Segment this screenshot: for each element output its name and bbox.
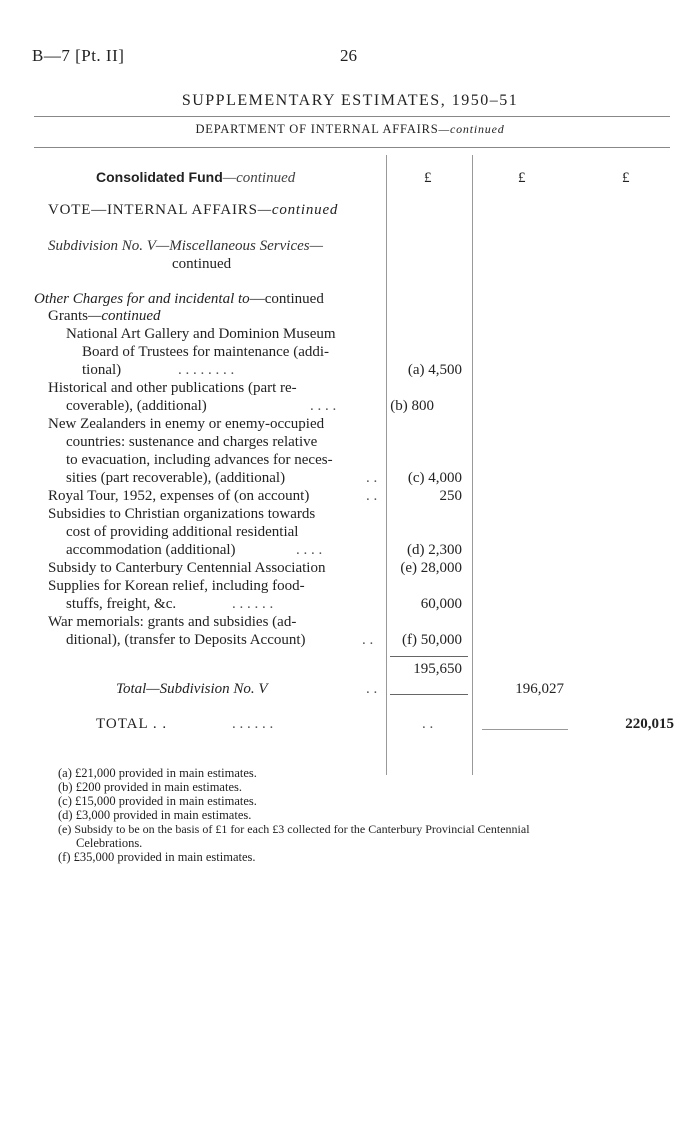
item-war-memorials-leader: . . [362, 632, 374, 648]
fund-heading [96, 169, 295, 187]
footnote-d: (d) £3,000 provided in main estimates. [58, 808, 252, 822]
footnote-f: (f) £35,000 provided in main estimates. [58, 850, 256, 864]
fund-suffix: —continued [222, 170, 296, 186]
item-art-gallery-line-1: National Art Gallery and Dominion Museum [66, 326, 336, 342]
subdivision-total-leader: . . [366, 681, 378, 697]
subdivision-total-amount: 196,027 [515, 681, 564, 697]
column-divider-1 [386, 155, 387, 775]
item-christian-line-1: Subsidies to Christian organizations towards [48, 506, 316, 522]
item-art-gallery-leader: . . . . . . . . [178, 362, 235, 378]
item-korean-line-2: stuffs, freight, &c. [66, 596, 177, 612]
item-publications-leader: . . . . [310, 398, 337, 414]
item-nz-enemy-leader: . . [366, 470, 378, 486]
page-title: SUPPLEMENTARY ESTIMATES, 1950–51 [181, 92, 519, 109]
vote-label: VOTE—INTERNAL AFFAIRS [48, 202, 258, 218]
grand-total-label: TOTAL . . [96, 716, 168, 732]
item-nz-enemy-line-2: countries: sustenance and charges relative [66, 434, 318, 450]
footnote-c: (c) £15,000 provided in main estimates. [58, 794, 257, 808]
subtotal-rule-top [390, 656, 468, 657]
footnote-b: (b) £200 provided in main estimates. [58, 780, 242, 794]
grants-heading [48, 308, 161, 325]
footnote-e-line-2: Celebrations. [76, 836, 143, 850]
subdivision-total-label: Total—Subdivision No. V [116, 681, 268, 697]
grants-label: Grants [48, 308, 88, 324]
column-divider-2 [472, 155, 473, 775]
grand-total-leader: . . . . . . [232, 716, 274, 732]
department-heading [0, 122, 700, 137]
title-rule [34, 116, 670, 117]
item-canterbury-line-1: Subsidy to Canterbury Centennial Association [48, 560, 326, 576]
department-suffix: —continued [438, 122, 505, 136]
footnote-a: (a) £21,000 provided in main estimates. [58, 766, 257, 780]
pound-heading-1: £ [424, 170, 432, 186]
department-rule [34, 147, 670, 148]
item-nz-enemy-line-4: sities (part recoverable), (additional) [66, 470, 286, 486]
item-korean-leader: . . . . . . [232, 596, 274, 612]
vote-heading [48, 202, 338, 219]
other-charges-label: Other Charges for and incidental to [34, 291, 250, 307]
item-war-memorials-line-2: ditional), (transfer to Deposits Account) [66, 632, 306, 648]
footnote-e-line-1: (e) Subsidy to be on the basis of £1 for each £3 collected for the Canterbury Provincial Centennial [58, 822, 530, 836]
item-korean-line-1: Supplies for Korean relief, including food- [48, 578, 305, 594]
item-canterbury-amount: (e) 28,000 [400, 560, 462, 576]
item-nz-enemy-line-3: to evacuation, including advances for neces- [66, 452, 333, 468]
item-christian-leader: . . . . [296, 542, 323, 558]
item-nz-enemy-line-1: New Zealanders in enemy or enemy-occupied [48, 416, 325, 432]
item-publications-line-1: Historical and other publications (part re- [48, 380, 297, 396]
pound-heading-2: £ [518, 170, 526, 186]
page-number: 26 [340, 46, 357, 65]
grand-total-amount: 220,015 [625, 716, 674, 732]
item-christian-amount: (d) 2,300 [407, 542, 462, 558]
item-war-memorials-amount: (f) 50,000 [402, 632, 462, 648]
item-royal-tour-leader: . . [366, 488, 378, 504]
subtotal-rule-bottom [390, 694, 468, 695]
item-war-memorials-line-1: War memorials: grants and subsidies (ad- [48, 614, 297, 630]
department-name: DEPARTMENT OF INTERNAL AFFAIRS [195, 122, 439, 136]
item-royal-tour-amount: 250 [439, 488, 462, 504]
item-christian-line-3: accommodation (additional) [66, 542, 236, 558]
subdivision-continued: continued [172, 256, 232, 272]
item-christian-line-2: cost of providing additional residential [66, 524, 299, 540]
document-reference: B—7 [Pt. II] [32, 46, 125, 65]
item-nz-enemy-amount: (c) 4,000 [407, 470, 462, 486]
other-charges-heading [34, 291, 324, 308]
grants-suffix: —continued [88, 308, 161, 324]
subdivision-heading: Subdivision No. V—Miscellaneous Services— [48, 238, 323, 254]
vote-suffix: —continued [257, 202, 339, 218]
pound-heading-3: £ [622, 170, 630, 186]
item-publications-amount: (b) 800 [390, 398, 434, 414]
item-art-gallery-line-3: tional) [82, 362, 122, 378]
item-art-gallery-line-2: Board of Trustees for maintenance (addi- [82, 344, 330, 360]
grand-total-leader-2: . . [422, 716, 434, 732]
other-charges-suffix: —continued [249, 291, 324, 307]
subdivision-total-rule [482, 729, 568, 730]
fund-label: Consolidated Fund [96, 169, 223, 185]
subdivision-sum: 195,650 [413, 661, 462, 677]
item-art-gallery-amount: (a) 4,500 [407, 362, 462, 378]
item-korean-amount: 60,000 [420, 596, 462, 612]
item-publications-line-2: coverable), (additional) [66, 398, 207, 414]
item-royal-tour-line-1: Royal Tour, 1952, expenses of (on account) [48, 488, 310, 504]
